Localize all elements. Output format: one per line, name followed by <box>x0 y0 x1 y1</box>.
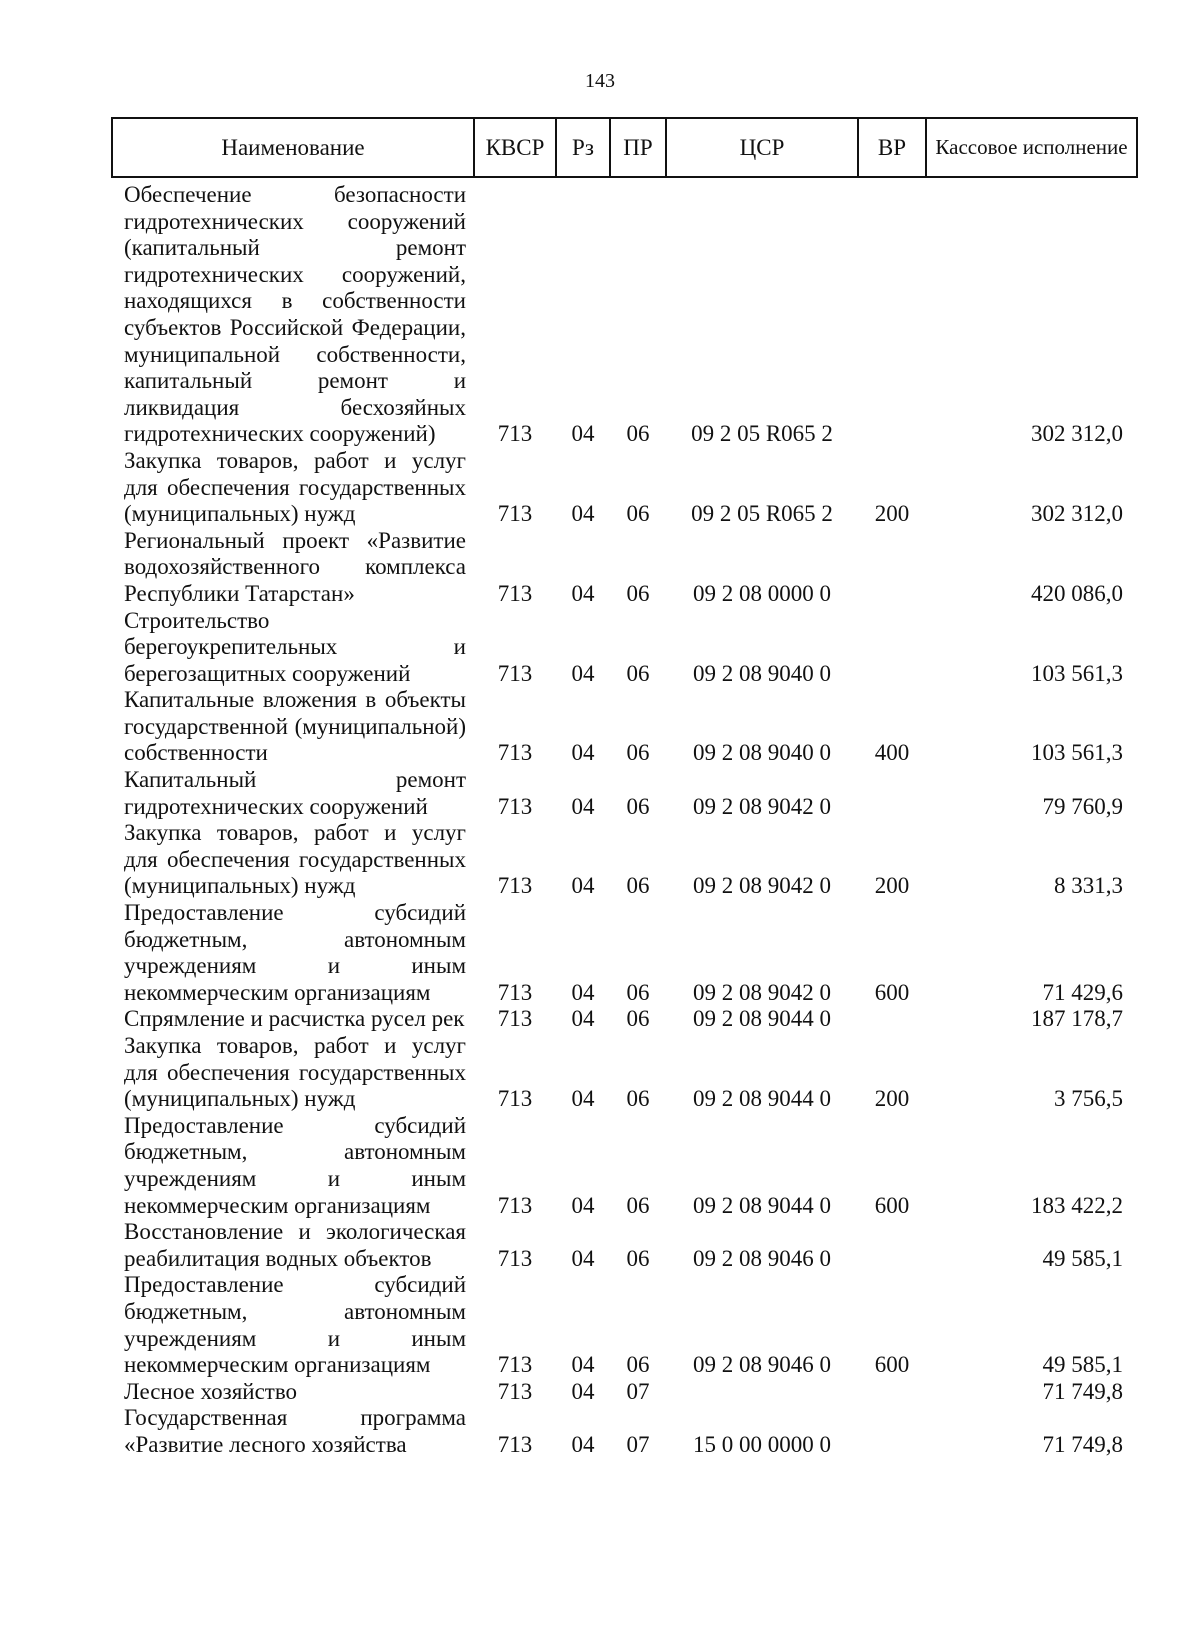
cell-pr: 07 <box>626 1431 650 1457</box>
table-row <box>112 900 1137 1006</box>
cell-name: Закупка товаров, работ и услуг для обеспечения государственных (муниципальных) нужд <box>124 447 466 527</box>
cell-kvsr: 713 <box>497 660 533 686</box>
cell-kvsr: 713 <box>497 1352 533 1378</box>
cell-name: Предоставление субсидий бюджетным, автономным учреждениям и иным некоммерческим организациям <box>124 900 466 1005</box>
cell-vr: 200 <box>874 501 910 527</box>
cell-vr <box>858 767 926 820</box>
header-csr: ЦСР <box>666 118 858 177</box>
table-row <box>112 1272 1137 1378</box>
cell-name: Строительство берегоукрепительных и берегозащитных сооружений <box>124 607 466 686</box>
cell-pr: 06 <box>626 873 650 899</box>
cell-vr <box>858 1219 926 1272</box>
cell-kvsr: 713 <box>497 793 533 819</box>
cell-kvsr: 713 <box>497 740 533 766</box>
cell-rz: 04 <box>571 1245 595 1271</box>
cell-amount: 71 749,8 <box>1042 1431 1123 1457</box>
cell-amount: 79 760,9 <box>1042 793 1123 819</box>
cell-rz: 04 <box>571 1378 595 1404</box>
cell-vr <box>858 1006 926 1033</box>
cell-vr <box>858 1379 926 1406</box>
cell-name: Предоставление субсидий бюджетным, автономным учреждениям и иным некоммерческим организациям <box>124 1272 466 1378</box>
cell-amount: 420 086,0 <box>1031 580 1123 606</box>
cell-kvsr: 713 <box>497 979 533 1005</box>
cell-kvsr: 713 <box>497 873 533 899</box>
cell-name: Капитальный ремонт гидротехнических сооружений <box>124 767 466 819</box>
cell-rz: 04 <box>571 1431 595 1457</box>
cell-pr: 06 <box>626 1086 650 1112</box>
cell-amount: 71 749,8 <box>1042 1378 1123 1404</box>
cell-csr: 09 2 08 9044 0 <box>693 1006 831 1032</box>
cell-kvsr: 713 <box>497 1431 533 1457</box>
cell-name: Государственная программа «Развитие лесного хозяйства <box>124 1405 466 1457</box>
table-row <box>112 448 1137 528</box>
table-row <box>112 528 1137 608</box>
cell-amount: 183 422,2 <box>1031 1192 1123 1218</box>
cell-csr: 09 2 08 9044 0 <box>693 1192 831 1218</box>
cell-amount: 302 312,0 <box>1031 501 1123 527</box>
cell-pr: 06 <box>626 979 650 1005</box>
table-row <box>112 1379 1137 1406</box>
cell-kvsr: 713 <box>497 1086 533 1112</box>
cell-pr: 06 <box>626 1352 650 1378</box>
table-row <box>112 1405 1137 1458</box>
cell-vr <box>858 177 926 448</box>
table-header <box>112 118 1137 177</box>
cell-amount: 103 561,3 <box>1031 740 1123 766</box>
cell-csr: 09 2 08 9046 0 <box>693 1245 831 1271</box>
cell-pr: 06 <box>626 1006 650 1032</box>
cell-name: Обеспечение безопасности гидротехнических сооружений (капитальный ремонт гидротехнических сооружений, находящихся в собственности субъектов Российской Федерации, муниципальной собственности, капитальный ремонт и ликвидация бесхозяйных гидротехнических сооружений) <box>124 182 466 447</box>
cell-name: Восстановление и экологическая реабилитация водных объектов <box>124 1219 466 1271</box>
table-row <box>112 608 1137 688</box>
header-amount: Кассовое исполнение <box>926 118 1137 177</box>
cell-rz: 04 <box>571 979 595 1005</box>
cell-rz: 04 <box>571 580 595 606</box>
table-row <box>112 1113 1137 1219</box>
table-row <box>112 687 1137 767</box>
table-row <box>112 767 1137 820</box>
cell-kvsr: 713 <box>497 1245 533 1271</box>
table-row <box>112 1033 1137 1113</box>
cell-csr: 09 2 08 9042 0 <box>693 979 831 1005</box>
cell-amount: 8 331,3 <box>1054 873 1123 899</box>
cell-rz: 04 <box>571 1192 595 1218</box>
cell-name: Закупка товаров, работ и услуг для обеспечения государственных (муниципальных) нужд <box>124 820 466 899</box>
cell-amount: 3 756,5 <box>1054 1086 1123 1112</box>
cell-pr: 06 <box>626 793 650 819</box>
cell-rz: 04 <box>571 421 595 447</box>
cell-amount: 71 429,6 <box>1042 979 1123 1005</box>
cell-rz: 04 <box>571 740 595 766</box>
cell-kvsr: 713 <box>497 421 533 447</box>
header-pr: ПР <box>610 118 666 177</box>
cell-amount: 187 178,7 <box>1031 1006 1123 1032</box>
cell-csr: 09 2 08 9040 0 <box>693 660 831 686</box>
cell-name: Закупка товаров, работ и услуг для обеспечения государственных (муниципальных) нужд <box>124 1033 466 1112</box>
cell-rz: 04 <box>571 660 595 686</box>
header-kvsr: КВСР <box>474 118 556 177</box>
cell-amount: 302 312,0 <box>1031 421 1123 447</box>
cell-name: Капитальные вложения в объекты государственной (муниципальной) собственности <box>124 687 466 766</box>
table-row <box>112 820 1137 900</box>
cell-vr: 400 <box>874 740 910 766</box>
cell-rz: 04 <box>571 793 595 819</box>
cell-vr: 200 <box>874 873 910 899</box>
cell-rz: 04 <box>571 1352 595 1378</box>
cell-name: Региональный проект «Развитие водохозяйственного комплекса Республики Татарстан» <box>124 527 466 606</box>
cell-amount: 49 585,1 <box>1042 1352 1123 1378</box>
table-body <box>112 177 1137 1459</box>
cell-vr: 200 <box>874 1086 910 1112</box>
cell-pr: 06 <box>626 660 650 686</box>
budget-table <box>111 117 1138 1459</box>
header-vr: ВР <box>858 118 926 177</box>
cell-pr: 06 <box>626 580 650 606</box>
cell-rz: 04 <box>571 501 595 527</box>
cell-rz: 04 <box>571 873 595 899</box>
cell-kvsr: 713 <box>497 1006 533 1032</box>
cell-pr: 06 <box>626 1192 650 1218</box>
cell-vr <box>858 528 926 608</box>
cell-csr: 09 2 08 9042 0 <box>693 873 831 899</box>
table-row <box>112 1006 1137 1033</box>
cell-amount: 103 561,3 <box>1031 660 1123 686</box>
cell-kvsr: 713 <box>497 1378 533 1404</box>
cell-kvsr: 713 <box>497 1192 533 1218</box>
cell-csr: 09 2 08 0000 0 <box>693 580 831 606</box>
cell-pr: 06 <box>626 421 650 447</box>
cell-rz: 04 <box>571 1086 595 1112</box>
table-row <box>112 1219 1137 1272</box>
cell-vr: 600 <box>874 1352 910 1378</box>
cell-csr: 09 2 08 9042 0 <box>693 793 831 819</box>
cell-rz: 04 <box>571 1006 595 1032</box>
cell-name: Предоставление субсидий бюджетным, автономным учреждениям и иным некоммерческим организациям <box>124 1112 466 1218</box>
cell-name: Спрямление и расчистка русел рек <box>124 1006 465 1032</box>
cell-vr <box>858 608 926 688</box>
cell-name: Лесное хозяйство <box>124 1378 298 1404</box>
cell-kvsr: 713 <box>497 501 533 527</box>
cell-amount: 49 585,1 <box>1042 1245 1123 1271</box>
cell-csr: 09 2 08 9040 0 <box>693 740 831 766</box>
cell-vr: 600 <box>874 979 910 1005</box>
cell-vr <box>858 1405 926 1458</box>
cell-csr: 09 2 05 R065 2 <box>691 501 833 527</box>
header-rz: Рз <box>556 118 610 177</box>
cell-csr: 15 0 00 0000 0 <box>693 1431 831 1457</box>
header-name: Наименование <box>112 118 474 177</box>
page-number: 143 <box>585 70 615 92</box>
cell-csr: 09 2 08 9046 0 <box>693 1352 831 1378</box>
cell-kvsr: 713 <box>497 580 533 606</box>
cell-pr: 07 <box>626 1378 650 1404</box>
cell-pr: 06 <box>626 501 650 527</box>
cell-csr <box>666 1379 858 1406</box>
cell-pr: 06 <box>626 1245 650 1271</box>
cell-vr: 600 <box>874 1192 910 1218</box>
cell-csr: 09 2 05 R065 2 <box>691 421 833 447</box>
cell-pr: 06 <box>626 740 650 766</box>
cell-csr: 09 2 08 9044 0 <box>693 1086 831 1112</box>
table-row <box>112 177 1137 448</box>
